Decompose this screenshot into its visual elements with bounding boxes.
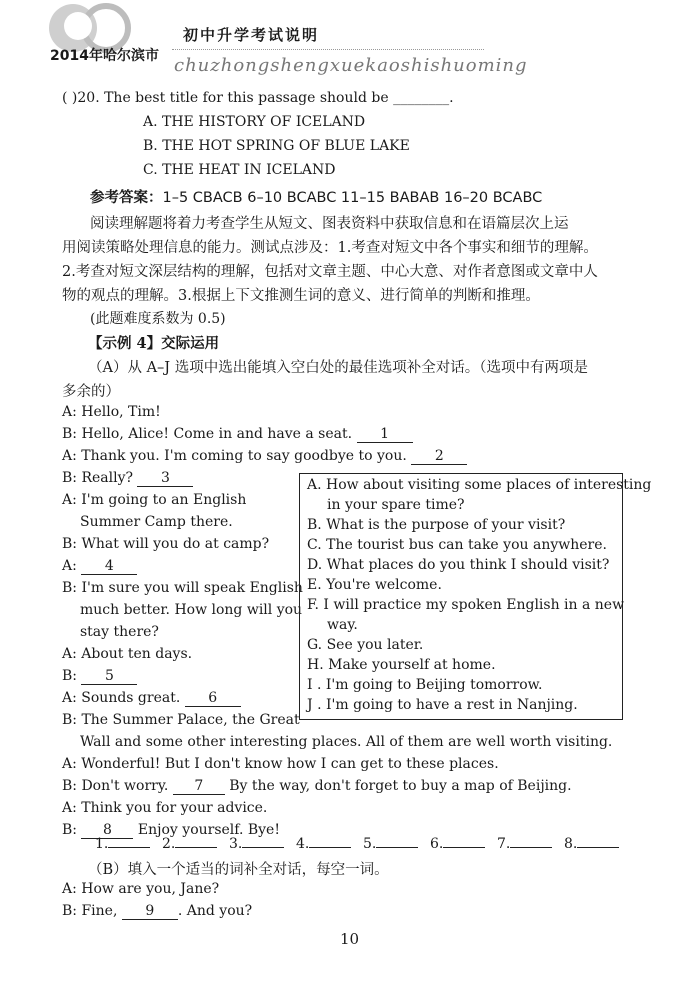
example-title: 【示例 4】交际运用 xyxy=(88,335,220,352)
answer-slot-8-label: 8. xyxy=(564,836,578,852)
dialogue-line-8b: much better. How long will you xyxy=(80,602,303,618)
blank-5: 5 xyxy=(81,669,137,685)
dialogue-line-4-text: B: Really? xyxy=(62,470,133,486)
dialogue-line-5a: A: I'm going to an English xyxy=(62,492,247,508)
dialogue-line-16-pre: B: xyxy=(62,822,78,838)
answer-slot-5-blank[interactable] xyxy=(376,847,418,848)
blank-8: 8 xyxy=(81,823,133,839)
part-b-line-2 xyxy=(62,903,252,920)
header-divider xyxy=(172,49,484,50)
dialogue-line-3 xyxy=(62,448,467,465)
blank-7: 7 xyxy=(173,779,225,795)
dialogue-line-7-text: A: xyxy=(62,558,77,574)
dialogue-line-1: A: Hello, Tim! xyxy=(62,404,161,420)
page-number: 10 xyxy=(340,930,360,948)
dialogue-line-8a: B: I'm sure you will speak English xyxy=(62,580,303,596)
answer-slot-6-label: 6. xyxy=(430,836,444,852)
dialogue-line-10-text: B: xyxy=(62,668,78,684)
dialogue-line-4 xyxy=(62,470,193,487)
dialogue-line-12a: B: The Summer Palace, the Great xyxy=(62,712,300,728)
answer-slot-2 xyxy=(162,836,217,852)
answer-slot-4 xyxy=(296,836,351,852)
answer-key xyxy=(90,186,542,207)
q20-option-b: B. THE HOT SPRING OF BLUE LAKE xyxy=(143,138,410,154)
answer-slot-7-label: 7. xyxy=(497,836,511,852)
blank-3: 3 xyxy=(137,471,193,487)
dialogue-line-16-post: Enjoy yourself. Bye! xyxy=(137,822,280,838)
dialogue-line-15: A: Think you for your advice. xyxy=(62,800,268,816)
option-a-line-1: A. How about visiting some places of interesting xyxy=(307,477,652,493)
option-a-line-2: in your spare time? xyxy=(327,497,465,513)
dialogue-line-2 xyxy=(62,426,413,443)
header-year-city: 2014年哈尔滨市 xyxy=(50,48,159,64)
answer-slot-6-blank[interactable] xyxy=(443,847,485,848)
answer-slot-7-blank[interactable] xyxy=(510,847,552,848)
answer-slot-5-label: 5. xyxy=(363,836,377,852)
option-i: I . I'm going to Beijing tomorrow. xyxy=(307,677,543,693)
dialogue-line-11 xyxy=(62,690,241,707)
option-j: J . I'm going to have a rest in Nanjing. xyxy=(307,697,578,713)
option-e: E. You're welcome. xyxy=(307,577,442,593)
part-a-instruction-2: 多余的） xyxy=(62,384,120,400)
answer-key-text: 1–5 CBACB 6–10 BCABC 11–15 BABAB 16–20 BCABC xyxy=(162,190,543,206)
answer-slot-1-label: 1. xyxy=(95,836,109,852)
answer-slot-8-blank[interactable] xyxy=(577,847,619,848)
analysis-line-1: 阅读理解题将着力考查学生从短文、图表资料中获取信息和在语篇层次上运 xyxy=(90,216,569,232)
answer-slot-3-label: 3. xyxy=(229,836,243,852)
part-b-line-2-post: . And you? xyxy=(177,903,253,919)
dialogue-line-11-text: A: Sounds great. xyxy=(62,690,181,706)
blank-4: 4 xyxy=(81,559,137,575)
dialogue-line-6: B: What will you do at camp? xyxy=(62,536,270,552)
part-b-line-2-pre: B: Fine, xyxy=(62,903,118,919)
dialogue-line-13: A: Wonderful! But I don't know how I can get to these places. xyxy=(62,756,499,772)
header-title: 初中升学考试说明 xyxy=(183,26,320,44)
answer-slot-5 xyxy=(363,836,418,852)
header-pinyin: chuzhongshengxuekaoshishuoming xyxy=(174,55,528,76)
blank-1: 1 xyxy=(357,427,413,443)
blank-2: 2 xyxy=(411,449,467,465)
answer-slot-1-blank[interactable] xyxy=(108,847,150,848)
blank-6: 6 xyxy=(185,691,241,707)
option-f-line-1: F. I will practice my spoken English in a new xyxy=(307,597,625,613)
q20-stem: ( )20. The best title for this passage should be ________. xyxy=(62,90,454,106)
blank-9: 9 xyxy=(122,904,178,920)
answer-slot-7 xyxy=(497,836,552,852)
option-b: B. What is the purpose of your visit? xyxy=(307,517,566,533)
dialogue-line-10 xyxy=(62,668,137,685)
dialogue-line-2-text: B: Hello, Alice! Come in and have a seat. xyxy=(62,426,353,442)
answer-slot-4-label: 4. xyxy=(296,836,310,852)
dialogue-line-14-pre: B: Don't worry. xyxy=(62,778,169,794)
answer-slot-4-blank[interactable] xyxy=(309,847,351,848)
difficulty-note: (此题难度系数为 0.5) xyxy=(90,311,226,327)
analysis-line-3: 2.考查对短文深层结构的理解，包括对文章主题、中心大意、对作者意图或文章中人 xyxy=(62,264,598,280)
dialogue-line-9: A: About ten days. xyxy=(62,646,193,662)
answer-slot-3 xyxy=(229,836,284,852)
part-b-instruction: （B）填入一个适当的词补全对话，每空一词。 xyxy=(88,862,389,878)
part-a-instruction-1: （A）从 A–J 选项中选出能填入空白处的最佳选项补全对话。（选项中有两项是 xyxy=(88,360,588,376)
answer-slot-2-blank[interactable] xyxy=(175,847,217,848)
dialogue-line-5b: Summer Camp there. xyxy=(80,514,233,530)
analysis-line-2: 用阅读策略处理信息的能力。测试点涉及：1.考查对短文中各个事实和细节的理解。 xyxy=(62,240,598,256)
dialogue-line-7 xyxy=(62,558,137,575)
part-b-line-1: A: How are you, Jane? xyxy=(62,881,220,897)
option-c: C. The tourist bus can take you anywhere. xyxy=(307,537,607,553)
answer-key-label: 参考答案： xyxy=(90,189,163,206)
answer-slot-8 xyxy=(564,836,619,852)
dialogue-line-8c: stay there? xyxy=(80,624,159,640)
answer-slot-3-blank[interactable] xyxy=(242,847,284,848)
analysis-line-4: 物的观点的理解。3.根据上下文推测生词的意义、进行简单的判断和推理。 xyxy=(62,288,540,304)
option-g: G. See you later. xyxy=(307,637,424,653)
option-h: H. Make yourself at home. xyxy=(307,657,496,673)
answer-slot-2-label: 2. xyxy=(162,836,176,852)
option-d: D. What places do you think I should visit? xyxy=(307,557,610,573)
answer-slot-6 xyxy=(430,836,485,852)
dialogue-line-12b: Wall and some other interesting places. All of them are well worth visiting. xyxy=(80,734,613,750)
q20-option-c: C. THE HEAT IN ICELAND xyxy=(143,162,336,178)
dialogue-line-14 xyxy=(62,778,572,795)
dialogue-line-14-post: By the way, don't forget to buy a map of Beijing. xyxy=(229,778,572,794)
answer-slot-1 xyxy=(95,836,150,852)
dialogue-line-3-text: A: Thank you. I'm coming to say goodbye to you. xyxy=(62,448,407,464)
q20-option-a: A. THE HISTORY OF ICELAND xyxy=(143,114,366,130)
option-f-line-2: way. xyxy=(327,617,358,633)
